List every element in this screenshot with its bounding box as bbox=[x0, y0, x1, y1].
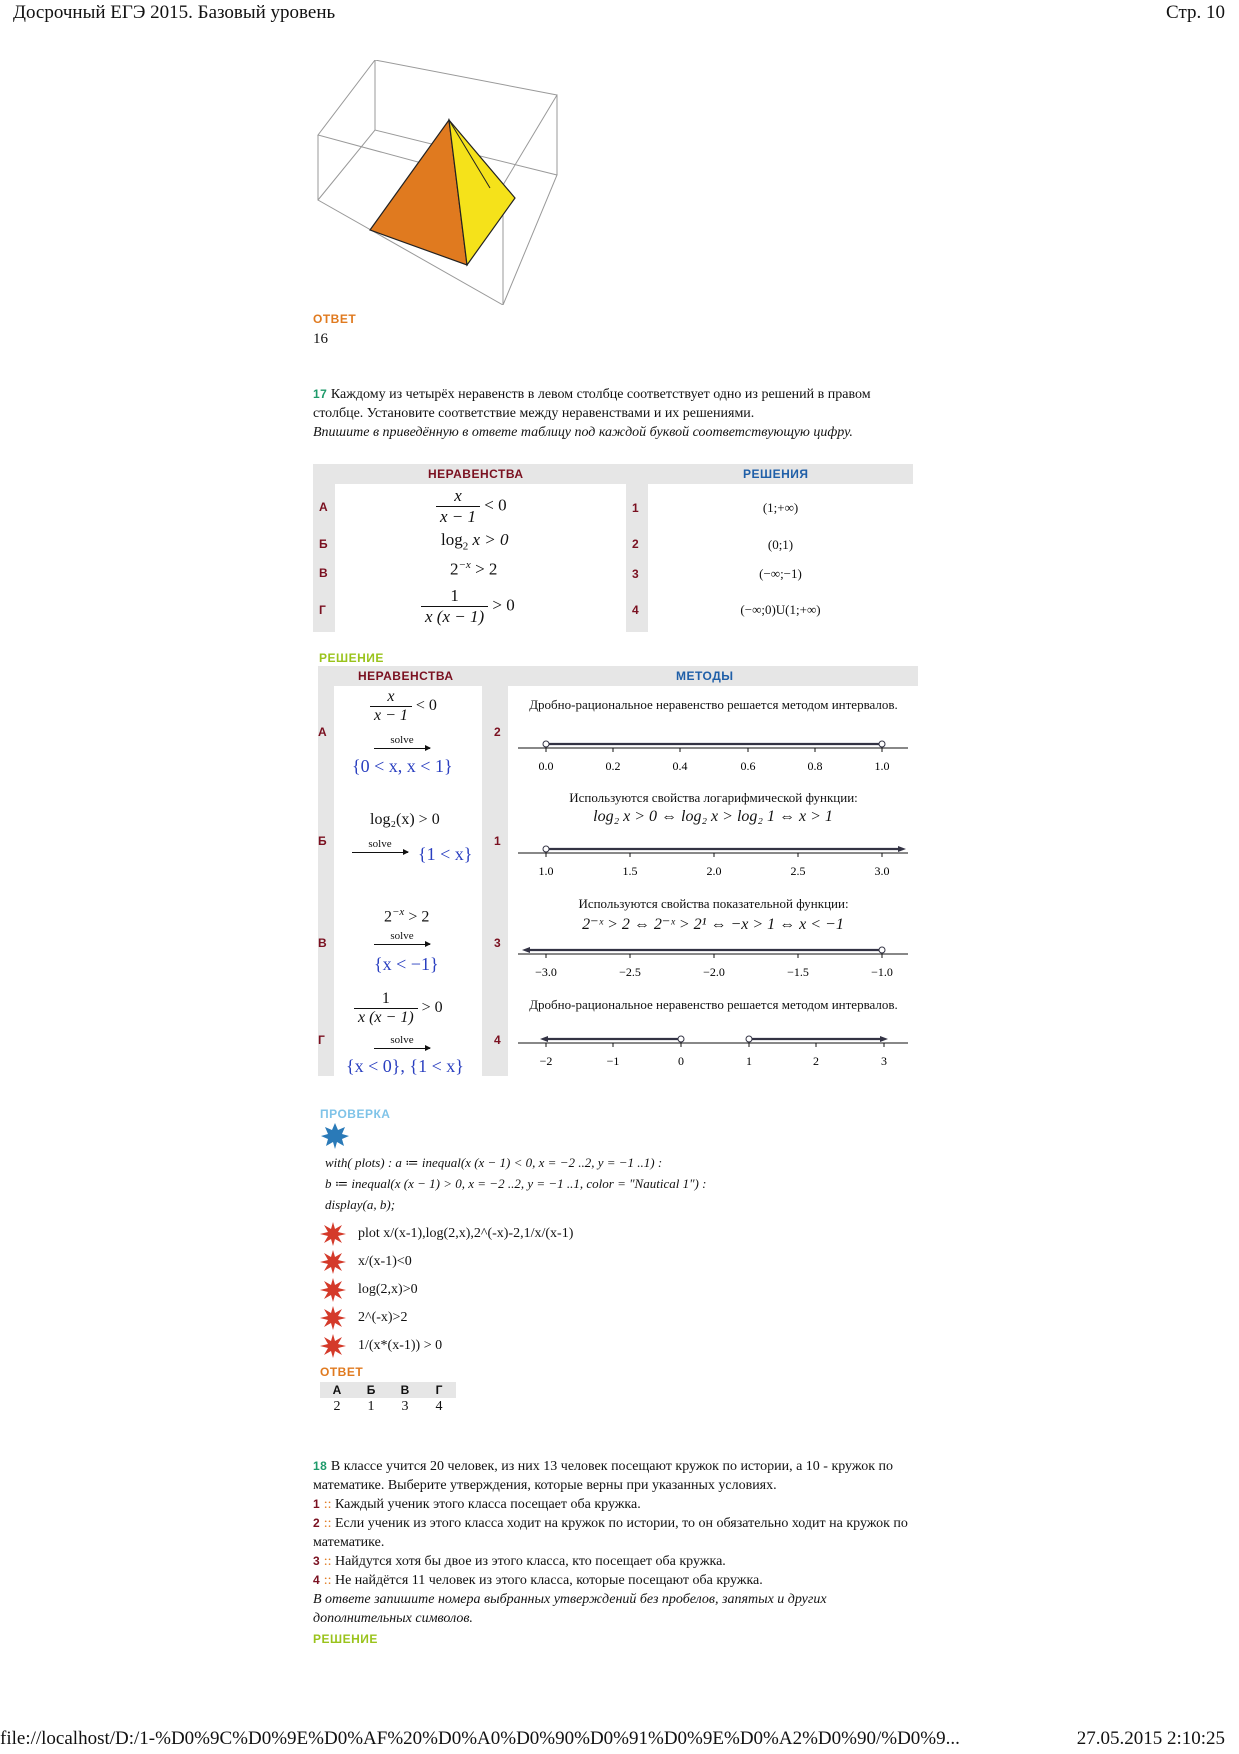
sol-formula-v: 2⁻ˣ > 2 ⇔ 2⁻ˣ > 2¹ ⇔ −x > 1 ⇔ x < −1 bbox=[582, 916, 844, 933]
solution-1: (1;+∞) bbox=[762, 500, 799, 515]
numberline-g bbox=[518, 1031, 918, 1071]
sol-method-g: Дробно-рациональное неравенство решается методом интервалов. bbox=[529, 997, 898, 1012]
tick-b-1: 1.5 bbox=[622, 864, 638, 878]
solution-2: (0;1) bbox=[767, 537, 794, 552]
sol-row-num-a: 2 bbox=[494, 725, 501, 739]
maple-code: with( plots) : a ≔ inequal(x (x − 1) < 0, x = −2 ..2, y = −1 ..1) : b ≔ inequal(x (x − 1) > 0, x = −2 ..2, y = −1 ..1, color = "Nautical 1") : display(a, b); bbox=[325, 1155, 707, 1212]
row-letter-g: Г bbox=[319, 603, 326, 617]
row-letter-b: Б bbox=[319, 537, 328, 551]
q18-option: 4 :: Не найдётся 11 человек из этого класса, которые посещают оба кружка. bbox=[313, 1573, 763, 1588]
sol-ineq-a: $\frac{x}{x - 1}$ < 0 bbox=[370, 688, 437, 725]
q17-check-label: ПРОВЕРКА bbox=[320, 1107, 391, 1121]
numberline-v bbox=[518, 942, 918, 982]
row-num-4: 4 bbox=[632, 603, 639, 617]
numberline-b bbox=[518, 841, 918, 881]
solve-arrow-g: solve bbox=[374, 1032, 430, 1050]
sol-col-header-methods: МЕТОДЫ bbox=[676, 669, 734, 683]
tick-g-0: −2 bbox=[539, 1054, 553, 1068]
solve-arrow-b: solve bbox=[352, 836, 408, 854]
pyramid-figure bbox=[315, 60, 565, 305]
tick-a-2: 0.4 bbox=[672, 759, 688, 773]
star-burst-icon bbox=[320, 1334, 346, 1358]
command-item[interactable]: 1/(x*(x-1)) > 0 bbox=[320, 1332, 573, 1360]
sol-row-letter-v: В bbox=[318, 936, 327, 950]
sol-row-num-g: 4 bbox=[494, 1033, 501, 1047]
ineq-v: $2^{-x} > 2$ bbox=[450, 559, 498, 579]
tick-a-1: 0.2 bbox=[605, 759, 621, 773]
sol-row-letter-b: Б bbox=[318, 834, 327, 848]
q17-statement bbox=[313, 385, 913, 442]
ineq-g: $\frac{1}{x (x - 1)}$ > 0 bbox=[421, 586, 515, 627]
q18-option: 2 :: Если ученик из этого класса ходит на кружок по истории, то он обязательно ходит на кружок по математике. bbox=[313, 1516, 908, 1550]
star-burst-icon bbox=[320, 1278, 346, 1302]
q17-answer-label: ОТВЕТ bbox=[320, 1365, 364, 1379]
q17-number: 17 bbox=[313, 387, 328, 401]
tick-a-5: 1.0 bbox=[874, 759, 890, 773]
tick-a-3: 0.6 bbox=[740, 759, 756, 773]
q17-solution-label: РЕШЕНИЕ bbox=[319, 651, 384, 665]
tick-g-3: 1 bbox=[746, 1054, 752, 1068]
q18-statement bbox=[313, 1457, 925, 1649]
tick-g-1: −1 bbox=[606, 1054, 620, 1068]
q18-instruction: В ответе запишите номера выбранных утверждений без пробелов, запятых и других дополнительных символов. bbox=[313, 1592, 827, 1626]
sol-ineq-g: $\frac{1}{x (x - 1)}$ > 0 bbox=[354, 990, 443, 1027]
tick-b-2: 2.0 bbox=[706, 864, 722, 878]
sol-result-v: {x < −1} bbox=[374, 954, 439, 974]
numberline-a bbox=[518, 736, 918, 776]
page-number: Стр. 10 bbox=[1166, 2, 1225, 23]
command-item[interactable]: 2^(-x)>2 bbox=[320, 1304, 573, 1332]
star-burst-icon bbox=[320, 1222, 346, 1246]
tick-g-2: 0 bbox=[678, 1054, 684, 1068]
row-letter-a: А bbox=[319, 500, 328, 514]
sol-result-a: {0 < x, x < 1} bbox=[352, 756, 453, 776]
tick-v-3: −1.5 bbox=[787, 965, 809, 979]
q17-matching-table bbox=[313, 464, 913, 632]
q17-solution-table bbox=[318, 666, 918, 1076]
tick-v-0: −3.0 bbox=[535, 965, 557, 979]
q17-text: Каждому из четырёх неравенств в левом столбце соответствует одно из решений в правом столбце. Установите соответствие между неравенствами и их решениями. bbox=[313, 387, 871, 421]
row-num-3: 3 bbox=[632, 567, 639, 581]
sol-row-letter-a: А bbox=[318, 725, 327, 739]
row-letter-v: В bbox=[319, 566, 328, 580]
sol-formula-b: log₂ x > 0 ⇔ log₂ x > log₂ 1 ⇔ x > 1 bbox=[593, 808, 833, 825]
sol-method-a: Дробно-рациональное неравенство решается методом интервалов. bbox=[529, 697, 898, 712]
tick-a-0: 0.0 bbox=[538, 759, 554, 773]
tick-g-4: 2 bbox=[813, 1054, 819, 1068]
sol-result-b: {1 < x} bbox=[418, 844, 473, 864]
command-list bbox=[320, 1220, 573, 1360]
sol-method-v: Используются свойства показательной функции: bbox=[578, 896, 849, 911]
col-header-solutions: РЕШЕНИЯ bbox=[743, 467, 809, 481]
q18-text: В классе учится 20 человек, из них 13 человек посещают кружок по истории, а 10 - кружок по математике. Выберите утверждения, которые верны при указанных условиях. bbox=[313, 1459, 893, 1493]
ineq-a: $\frac{x}{x - 1}$ < 0 bbox=[436, 486, 507, 527]
q18-option: 1 :: Каждый ученик этого класса посещает оба кружка. bbox=[313, 1497, 641, 1512]
sol-result-g: {x < 0}, {1 < x} bbox=[346, 1056, 464, 1076]
q18-solution-label: РЕШЕНИЕ bbox=[313, 1632, 378, 1646]
sol-ineq-v: $2^{-x} > 2$ bbox=[384, 906, 430, 926]
tick-v-1: −2.5 bbox=[619, 965, 641, 979]
q17-answer-table: А Б В Г 2 1 3 4 bbox=[320, 1382, 456, 1416]
sol-col-header-inequalities: НЕРАВЕНСТВА bbox=[358, 669, 454, 683]
command-item[interactable]: plot x/(x-1),log(2,x),2^(-x)-2,1/x/(x-1) bbox=[320, 1220, 573, 1248]
star-burst-icon bbox=[320, 1306, 346, 1330]
sol-expr-b: log₂(x) > 0 bbox=[370, 811, 440, 828]
row-num-2: 2 bbox=[632, 537, 639, 551]
page-header-title: Досрочный ЕГЭ 2015. Базовый уровень bbox=[13, 2, 336, 23]
solve-arrow-a: solve bbox=[374, 732, 430, 750]
solve-arrow-v: solve bbox=[374, 928, 430, 946]
footer-url: file://localhost/D:/1-%D0%9C%D0%9E%D0%AF%20%D0%A0%D0%90%D0%91%D0%9E%D0%A2%D0%90/%D0%9... bbox=[0, 1728, 960, 1749]
tick-v-4: −1.0 bbox=[871, 965, 893, 979]
solution-3: (−∞;−1) bbox=[759, 566, 802, 581]
q16-answer-label: ОТВЕТ bbox=[313, 312, 357, 326]
sol-row-num-v: 3 bbox=[494, 936, 501, 950]
row-num-1: 1 bbox=[632, 501, 639, 515]
footer-datetime: 27.05.2015 2:10:25 bbox=[1076, 1728, 1225, 1749]
tick-b-0: 1.0 bbox=[538, 864, 554, 878]
q17-instruction: Впишите в приведённую в ответе таблицу под каждой буквой соответствующую цифру. bbox=[313, 425, 853, 440]
q16-answer: 16 bbox=[313, 331, 328, 347]
sol-method-b: Используются свойства логарифмической функции: bbox=[569, 790, 858, 805]
ineq-b: $\log_2 x > 0$ bbox=[441, 530, 509, 553]
command-item[interactable]: log(2,x)>0 bbox=[320, 1276, 573, 1304]
col-header-inequalities: НЕРАВЕНСТВА bbox=[428, 467, 524, 481]
tick-b-3: 2.5 bbox=[790, 864, 806, 878]
tick-v-2: −2.0 bbox=[703, 965, 725, 979]
q18-number: 18 bbox=[313, 1459, 328, 1473]
sol-row-letter-g: Г bbox=[318, 1033, 325, 1047]
sol-row-num-b: 1 bbox=[494, 834, 501, 848]
tick-b-4: 3.0 bbox=[874, 864, 890, 878]
tick-g-5: 3 bbox=[881, 1054, 887, 1068]
star-burst-icon bbox=[320, 1250, 346, 1274]
q18-option: 3 :: Найдутся хотя бы двое из этого класса, кто посещает оба кружка. bbox=[313, 1554, 726, 1569]
solution-4: (−∞;0)U(1;+∞) bbox=[740, 602, 821, 617]
command-item[interactable]: x/(x-1)<0 bbox=[320, 1248, 573, 1276]
maple-leaf-icon bbox=[320, 1122, 350, 1150]
tick-a-4: 0.8 bbox=[807, 759, 823, 773]
